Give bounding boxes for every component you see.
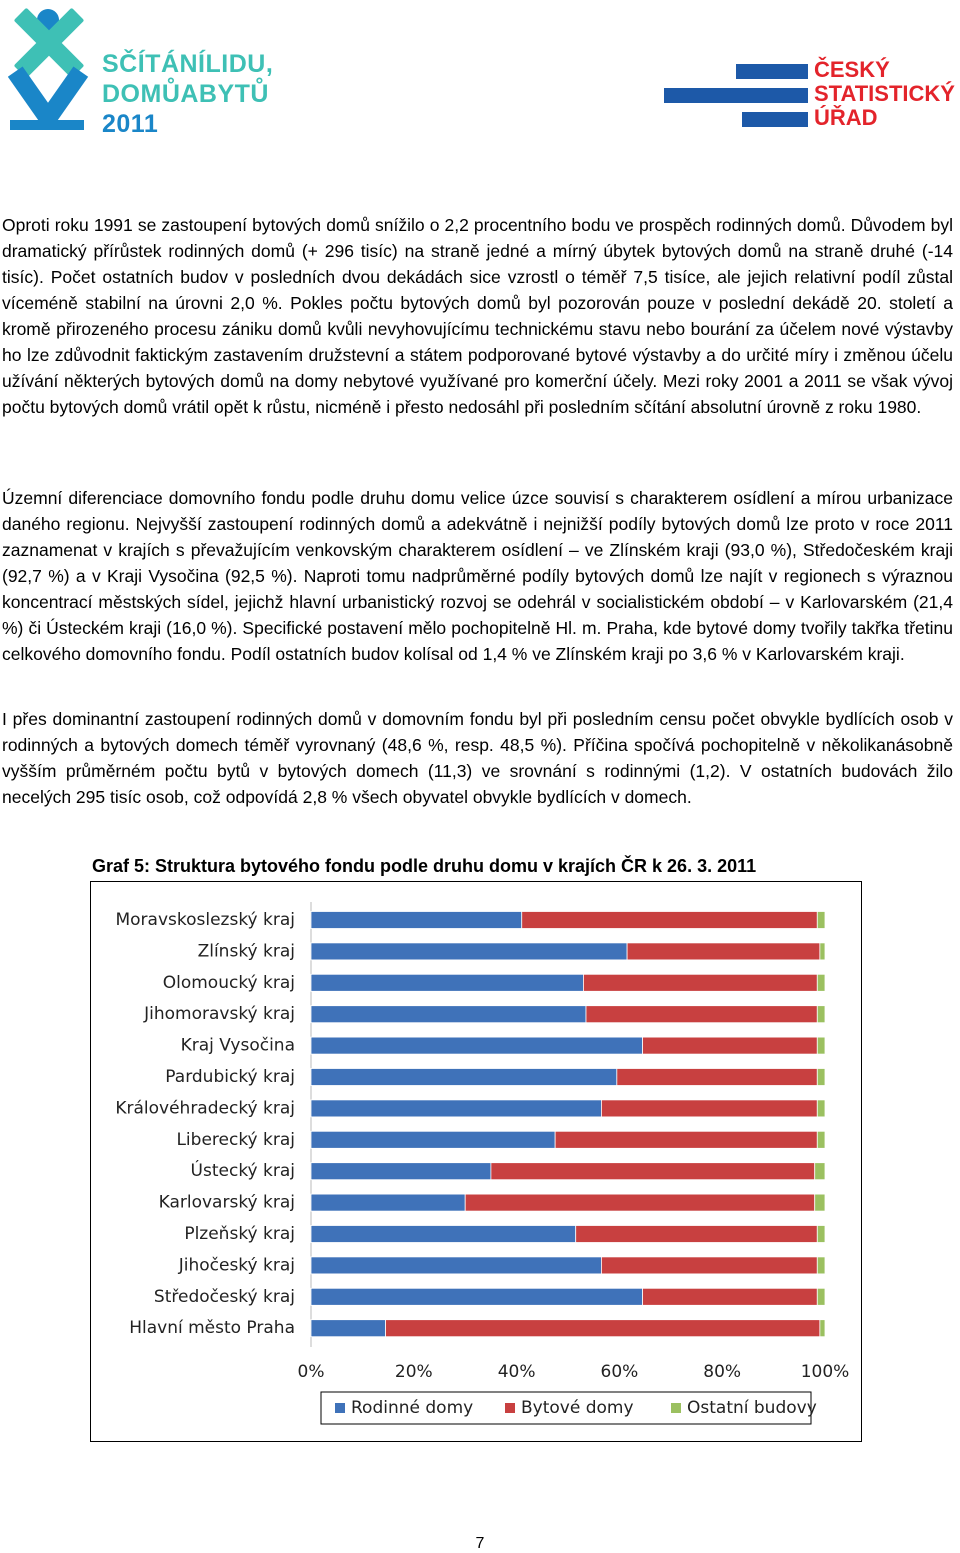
legend-label: Ostatní budovy	[687, 1398, 817, 1418]
bar-segment	[491, 1163, 815, 1180]
legend-swatch	[505, 1403, 515, 1413]
x-tick-label: 100%	[800, 1362, 850, 1382]
category-label: Moravskoslezský kraj	[115, 910, 295, 930]
bar-segment	[465, 1194, 815, 1211]
bar-segment	[601, 1100, 817, 1117]
bar-segment	[643, 1037, 818, 1054]
bar-segment	[311, 1100, 601, 1117]
x-tick-label: 0%	[297, 1362, 325, 1382]
bar-segment	[817, 1069, 825, 1086]
bar-segment	[583, 974, 817, 991]
bar-segment	[820, 943, 825, 960]
bar-segment	[815, 1163, 825, 1180]
bar-segment	[820, 1320, 825, 1337]
category-label: Ústecký kraj	[190, 1161, 295, 1182]
bar-segment	[311, 1006, 586, 1023]
bar-segment	[311, 1320, 386, 1337]
csu-logo-line1: ČESKÝ	[814, 57, 890, 82]
census-logo-line2: DOMŮABYTŮ	[102, 80, 269, 108]
bar-segment	[627, 943, 820, 960]
x-tick-label: 60%	[600, 1362, 639, 1382]
bar-segment	[817, 912, 825, 929]
category-label: Jihočeský kraj	[178, 1255, 295, 1276]
bar-segment	[586, 1006, 817, 1023]
bar-segment	[817, 1131, 825, 1148]
census-logo	[8, 6, 278, 136]
bar-segment	[311, 1194, 465, 1211]
legend-swatch	[335, 1403, 345, 1413]
stacked-bar-chart	[91, 882, 861, 1441]
bar-segment	[817, 1100, 825, 1117]
category-label: Jihomoravský kraj	[144, 1004, 295, 1025]
x-tick-label: 40%	[497, 1362, 536, 1382]
bar-segment	[311, 974, 583, 991]
category-label: Olomoucký kraj	[162, 972, 295, 993]
legend-swatch	[671, 1403, 681, 1413]
bar-segment	[311, 912, 522, 929]
bar-segment	[601, 1257, 817, 1274]
page-number: 7	[475, 1535, 485, 1552]
bar-segment	[617, 1069, 817, 1086]
bar-segment	[817, 974, 825, 991]
bar-segment	[576, 1226, 818, 1243]
bar-segment	[817, 1257, 825, 1274]
bar-segment	[817, 1006, 825, 1023]
category-label: Zlínský kraj	[197, 941, 295, 962]
census-logo-year: 2011	[102, 110, 159, 138]
bar-segment	[817, 1288, 825, 1305]
chart-container	[90, 881, 862, 1442]
bar-segment	[311, 1226, 576, 1243]
bar-segment	[817, 1226, 825, 1243]
bar-segment	[311, 1069, 617, 1086]
category-label: Plzeňský kraj	[184, 1224, 295, 1244]
bar-segment	[522, 912, 818, 929]
bar-segment	[815, 1194, 825, 1211]
bar-segment	[311, 1163, 491, 1180]
bar-segment	[311, 1288, 643, 1305]
csu-logo-line3: ÚŘAD	[814, 105, 878, 130]
bar-segment	[311, 1131, 555, 1148]
category-label: Kraj Vysočina	[180, 1035, 295, 1056]
category-label: Středočeský kraj	[153, 1286, 295, 1307]
category-label: Hlavní město Praha	[129, 1318, 295, 1339]
paragraph-3: I přes dominantní zastoupení rodinných domů v domovním fondu byl při posledním censu počet obvykle bydlících osob v rodinných a bytových domech téměř vyrovnaný (48,6 %, resp. 48,5 %). Příčina spočívá pochopitelně v několikanásobně vyšším průměrném počtu bytů v bytových domech (11,3) ve srovnání s rodinnými (1,2). V ostatních budovách žilo necelých 295 tisíc osob, což odpovídá 2,8 % všech obyvatel obvykle bydlících v domech.	[2, 709, 953, 807]
legend-label: Bytové domy	[521, 1398, 634, 1418]
category-label: Pardubický kraj	[165, 1067, 295, 1087]
bar-segment	[386, 1320, 820, 1337]
paragraph-2: Územní diferenciace domovního fondu podle druhu domu velice úzce souvisí s charakterem osídlení a mírou urbanizace daného regionu. Nejvyšší zastoupení rodinných domů a adekvátně i nejnižší podíly bytových domů lze proto v roce 2011 zaznamenat v krajích s převažujícím venkovským charakterem osídlení – ve Zlínském kraji (93,0 %), Středočeském kraji (92,7 %) a v Kraji Vysočina (92,5 %). Naproti tomu nadprůměrné podíly bytových domů lze najít v regionech s výraznou koncentrací městských sídel, jejichž hlavní urbanistický rozvoj se odehrál v socialistickém období – v Karlovarském (21,4 %) či Ústeckém kraji (16,0 %). Specifické postavení mělo pochopitelně Hl. m. Praha, kde bytové domy tvořily takřka třetinu celkového domovního fondu. Podíl ostatních budov kolísal od 1,4 % ve Zlínském kraji po 3,6 % v Karlovarském kraji.	[2, 488, 953, 664]
category-label: Královéhradecký kraj	[115, 1098, 295, 1119]
x-tick-label: 20%	[394, 1362, 433, 1382]
category-label: Liberecký kraj	[176, 1129, 295, 1150]
chart-title: Graf 5: Struktura bytového fondu podle druhu domu v krajích ČR k 26. 3. 2011	[92, 856, 757, 876]
bar-segment	[311, 1257, 601, 1274]
legend-label: Rodinné domy	[351, 1398, 474, 1418]
bar-segment	[311, 1037, 643, 1054]
csu-logo	[664, 57, 956, 132]
census-logo-line1: SČÍTÁNÍLIDU,	[102, 50, 274, 78]
x-tick-label: 80%	[703, 1362, 742, 1382]
bar-segment	[311, 943, 627, 960]
bar-segment	[643, 1288, 818, 1305]
bar-segment	[817, 1037, 825, 1054]
csu-logo-mark	[664, 60, 810, 132]
csu-logo-line2: STATISTICKÝ	[814, 81, 955, 106]
paragraph-1: Oproti roku 1991 se zastoupení bytových domů snížilo o 2,2 procentního bodu ve prospěch rodinných domů. Důvodem byl dramatický přírůstek rodinných domů (+ 296 tisíc) na straně jedné a mírný úbytek bytových domů na straně druhé (-14 tisíc). Počet ostatních budov v posledních dvou dekádách sice vzrostl o téměř 7,5 tisíce, ale jejich relativní podíl zůstal víceméně stabilní na úrovni 2,0 %. Pokles počtu bytových domů byl pozorován pouze v poslední dekádě 20. století a kromě přirozeného procesu zániku domů kvůli nevyhovujícímu technickému stavu nebo bourání za účelem nové výstavby ho lze zdůvodnit faktickým zastavením družstevní a státem podporované bytové výstavby a do určité míry i změnou účelu užívání některých bytových domů na domy nebytové využívané pro komerční účely. Mezi roky 2001 a 2011 se však vývoj počtu bytových domů vrátil opět k růstu, nicméně i přesto nedosáhl při posledním sčítání absolutní úrovně z roku 1980.	[2, 215, 953, 417]
bar-segment	[555, 1131, 817, 1148]
category-label: Karlovarský kraj	[158, 1192, 295, 1213]
